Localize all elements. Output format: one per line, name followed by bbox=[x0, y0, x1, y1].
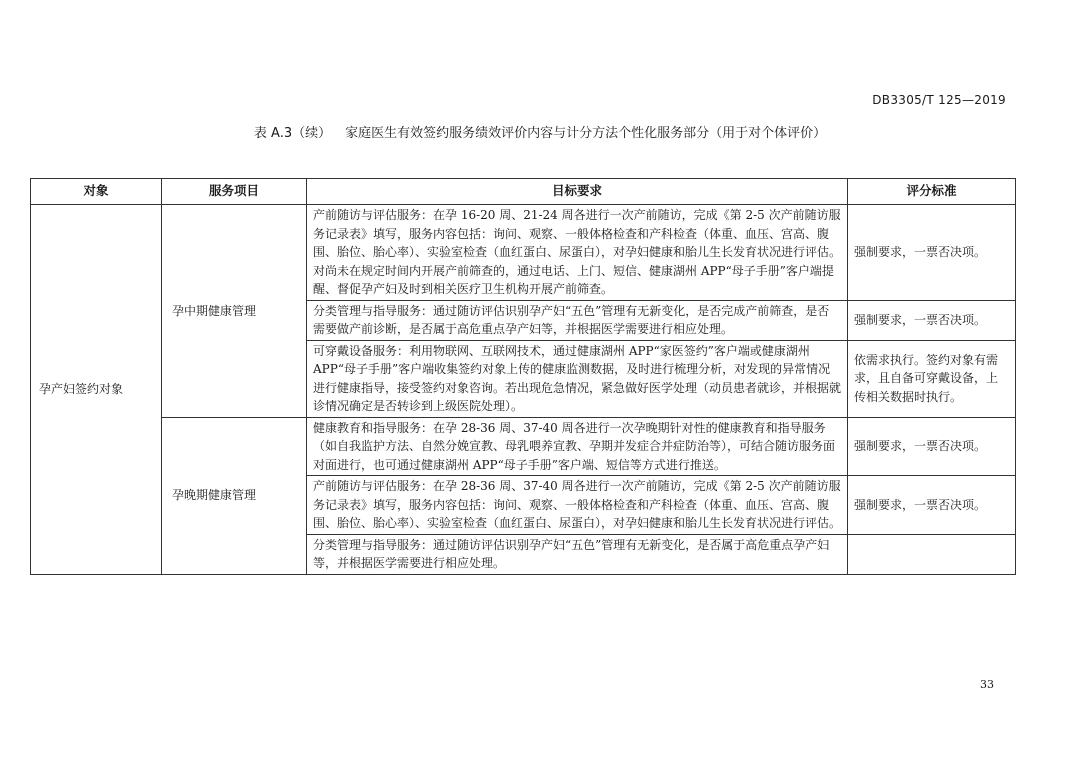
criteria-cell: 强制要求，一票否决项。 bbox=[848, 300, 1016, 340]
requirement-cell: 可穿戴设备服务：利用物联网、互联网技术，通过健康湖州 APP“家医签约”客户端或健康湖州 APP“母子手册”客户端收集签约对象上传的健康监测数据，及时进行梳理分析，对发现的异常情况进行健康指导，接受签约对象咨询。若出现危急情况，紧急做好医学处理（动员患者就诊，并根据就诊情况确定是否转诊到上级医院处理）。 bbox=[307, 340, 848, 417]
table-row bbox=[31, 205, 1016, 301]
requirement-cell: 分类管理与指导服务：通过随访评估识别孕产妇“五色”管理有无新变化，是否完成产前筛查，是否需要做产前诊断，是否属于高危重点孕产妇等，并根据医学需要进行相应处理。 bbox=[307, 300, 848, 340]
criteria-cell: 强制要求，一票否决项。 bbox=[848, 476, 1016, 535]
document-id: DB3305/T 125—2019 bbox=[872, 93, 1006, 107]
requirement-cell: 分类管理与指导服务：通过随访评估识别孕产妇“五色”管理有无新变化，是否属于高危重点孕产妇等，并根据医学需要进行相应处理。 bbox=[307, 534, 848, 574]
table-caption: 家庭医生有效签约服务绩效评价内容与计分方法个性化服务部分（用于对个体评价） bbox=[345, 126, 827, 141]
page-number: 33 bbox=[980, 678, 994, 691]
service-cell-late-pregnancy: 孕晚期健康管理 bbox=[162, 417, 307, 574]
column-header-subject: 对象 bbox=[31, 179, 162, 205]
subject-cell: 孕产妇签约对象 bbox=[31, 205, 162, 575]
table-title bbox=[0, 122, 1080, 141]
criteria-cell: 依需求执行。签约对象有需求，且自备可穿戴设备，上传相关数据时执行。 bbox=[848, 340, 1016, 417]
evaluation-table bbox=[30, 178, 1016, 575]
column-header-service: 服务项目 bbox=[162, 179, 307, 205]
column-header-requirement: 目标要求 bbox=[307, 179, 848, 205]
criteria-cell: 强制要求，一票否决项。 bbox=[848, 205, 1016, 301]
service-cell-mid-pregnancy: 孕中期健康管理 bbox=[162, 205, 307, 418]
column-header-criteria: 评分标准 bbox=[848, 179, 1016, 205]
requirement-cell: 健康教育和指导服务：在孕 28-36 周、37-40 周各进行一次孕晚期针对性的健康教育和指导服务（如自我监护方法、自然分娩宣教、母乳喂养宣教、孕期并发症合并症防治等），可结合随访服务面对面进行，也可通过健康湖州 APP“母子手册”客户端、短信等方式进行推送。 bbox=[307, 417, 848, 476]
table-number: 表 A.3（续） bbox=[253, 126, 332, 141]
requirement-cell: 产前随访与评估服务：在孕 16-20 周、21-24 周各进行一次产前随访，完成《第 2-5 次产前随访服务记录表》填写，服务内容包括：询问、观察、一般体格检查和产科检查（体重、血压、宫高、腹围、胎位、胎心率）、实验室检查（血红蛋白、尿蛋白），对孕妇健康和胎儿生长发育状况进行评估。对尚未在规定时间内开展产前筛查的，通过电话、上门、短信、健康湖州 APP“母子手册”客户端提醒、督促孕产妇及时到相关医疗卫生机构开展产前筛查。 bbox=[307, 205, 848, 301]
requirement-cell: 产前随访与评估服务：在孕 28-36 周、37-40 周各进行一次产前随访，完成《第 2-5 次产前随访服务记录表》填写，服务内容包括：询问、观察、一般体格检查和产科检查（体重、血压、宫高、腹围、胎位、胎心率）、实验室检查（血红蛋白、尿蛋白），对孕妇健康和胎儿生长发育状况进行评估。 bbox=[307, 476, 848, 535]
criteria-cell bbox=[848, 534, 1016, 574]
criteria-cell: 强制要求，一票否决项。 bbox=[848, 417, 1016, 476]
table-row bbox=[31, 417, 1016, 476]
table-header-row bbox=[31, 179, 1016, 205]
